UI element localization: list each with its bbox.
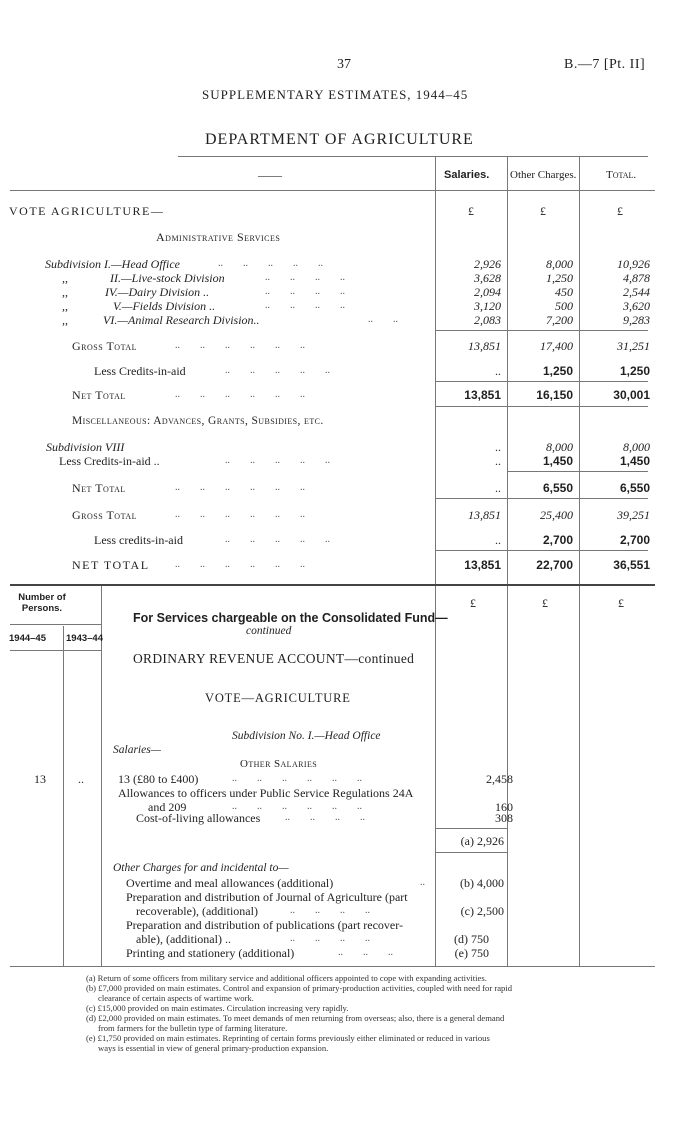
year-rule	[10, 650, 101, 651]
footnote-e-cont: ways is essential in view of general primary-production expansion.	[98, 1043, 329, 1053]
header-dash: ——	[258, 168, 282, 182]
sum-rule	[436, 381, 648, 382]
net-total-misc-other: 6,550	[542, 481, 573, 495]
currency-salaries: £	[468, 204, 474, 218]
leader-dots: .. .. .. ..	[265, 272, 345, 283]
leader-dots: .. .. ..	[338, 947, 393, 958]
gross-total-label: Gross Total	[72, 339, 137, 353]
subdivision-8-other: 8,000	[546, 440, 573, 454]
vote-title: VOTE AGRICULTURE—	[9, 204, 165, 218]
footnote-e: (e) £1,750 provided on main estimates. Reprinting of certain forms previously either eliminated or reduced in various	[86, 1033, 490, 1043]
gross-total-total: 31,251	[617, 339, 650, 353]
footnote-d: (d) £2,000 provided on main estimates. To meet demands of men returning from overseas; also, there is a general demand	[86, 1013, 505, 1023]
sum-rule	[436, 406, 648, 407]
less-credits-overall-other: 2,700	[542, 533, 573, 547]
subdivision-8-credits-salaries: ..	[495, 454, 501, 468]
salary-line-3-amount: 308	[495, 811, 513, 825]
less-credits-overall-salaries: ..	[495, 533, 501, 547]
subdivision-5-salaries: 3,120	[474, 299, 501, 313]
table-header-rule	[10, 190, 655, 191]
other-charge-3a: Preparation and distribution of publications (part recover-	[126, 918, 404, 932]
final-net-total-total: 36,551	[613, 558, 650, 572]
net-total-other: 16,150	[536, 388, 573, 402]
vote-agriculture-heading: VOTE—AGRICULTURE	[205, 691, 351, 705]
subdivision-8-total: 8,000	[623, 440, 650, 454]
subdivision-6-label: VI.—Animal Research Division..	[103, 313, 260, 327]
net-total-salaries: 13,851	[464, 388, 501, 402]
subdivision-head-office-heading: Subdivision No. I.—Head Office	[232, 730, 381, 742]
col-divider-2	[507, 156, 508, 584]
table-top-rule	[178, 156, 648, 157]
less-credits-overall-total: 2,700	[619, 533, 650, 547]
subtotal-rule-bottom	[436, 852, 507, 853]
leader-dots: .. .. .. .. .. ..	[232, 773, 362, 784]
less-credits-salaries: ..	[495, 364, 501, 378]
currency-other: £	[540, 204, 546, 218]
gross-total-salaries: 13,851	[468, 339, 501, 353]
section-divider	[10, 584, 655, 586]
table-bottom-rule	[10, 966, 655, 967]
persons-header	[12, 592, 72, 614]
less-credits-label: Less Credits-in-aid	[94, 364, 186, 378]
continued-label: continued	[246, 625, 292, 637]
subdivision-8-credits-other: 1,450	[542, 454, 573, 468]
leader-dots: .. .. .. .. .. ..	[232, 801, 362, 812]
subdivision-8-label: Subdivision VIII	[46, 440, 125, 454]
other-salaries-heading: Other Salaries	[240, 758, 318, 770]
footnote-b-cont: clearance of certain aspects of wartime work.	[98, 993, 254, 1003]
other-charge-1-amount: (b) 4,000	[460, 876, 504, 890]
salary-line-3: Cost-of-living allowances	[136, 811, 261, 825]
sum-rule	[436, 330, 648, 331]
department-title: DEPARTMENT OF AGRICULTURE	[205, 131, 474, 148]
salary-line-2-amount: 160	[495, 800, 513, 814]
ditto-mark: ,,	[62, 285, 68, 299]
salaries-subtotal: (a) 2,926	[460, 834, 504, 848]
subdivision-5-total: 3,620	[623, 299, 650, 313]
amount-col-divider-right	[579, 586, 580, 966]
ditto-mark: ,,	[62, 313, 68, 327]
net-total-misc-total: 6,550	[619, 481, 650, 495]
subdivision-1-label: Subdivision I.—Head Office	[45, 257, 180, 271]
other-charge-3b: able), (additional) ..	[136, 932, 231, 946]
subdivision-6-other: 7,200	[546, 313, 573, 327]
misc-heading: Miscellaneous: Advances, Grants, Subsidies, etc.	[72, 415, 324, 427]
footnote-b: (b) £7,000 provided on main estimates. Control and expansion of primary-production activities, coupled with need for rapid	[86, 983, 513, 993]
less-credits-overall-label: Less credits-in-aid	[94, 533, 183, 547]
footnote-c: (c) £15,000 provided on main estimates. Circulation increasing very rapidly.	[86, 1003, 349, 1013]
salaries-label: Salaries—	[113, 744, 161, 756]
subdivision-4-total: 2,544	[623, 285, 650, 299]
net-total-label: Net Total	[72, 388, 126, 402]
leader-dots: .. .. .. .. ..	[225, 534, 330, 545]
less-credits-other: 1,250	[542, 364, 573, 378]
leader-dots: .. .. .. .. ..	[225, 455, 330, 466]
gross-total-overall-salaries: 13,851	[468, 508, 501, 522]
currency-lower-1: £	[470, 596, 476, 610]
salaries-col-header: Salaries.	[444, 169, 490, 181]
subdivision-2-label: II.—Live-stock Division	[110, 271, 225, 285]
leader-dots: ..	[420, 877, 425, 888]
currency-lower-2: £	[542, 596, 548, 610]
leader-dots: .. .. .. .. .. ..	[175, 389, 305, 400]
subdivision-4-salaries: 2,094	[474, 285, 501, 299]
subdivision-2-other: 1,250	[546, 271, 573, 285]
persons-header-text: Number of Persons.	[18, 592, 66, 614]
subdivision-1-other: 8,000	[546, 257, 573, 271]
subdivision-6-total: 9,283	[623, 313, 650, 327]
other-charge-2b: recoverable), (additional)	[136, 904, 258, 918]
subtotal-rule	[436, 828, 507, 829]
col-divider-3	[579, 156, 580, 584]
other-charge-4-amount: (e) 750	[454, 946, 489, 960]
year-1944-45: 1944–45	[9, 633, 46, 644]
salary-line-1-amount: 2,458	[486, 772, 513, 786]
footnote-a: (a) Return of some officers from military service and additional officers appointed to cope with expanding activities.	[86, 973, 487, 983]
subdivision-2-salaries: 3,628	[474, 271, 501, 285]
other-charges-col-header: Other Charges.	[510, 169, 577, 181]
leader-dots: .. .. .. .. .. ..	[175, 482, 305, 493]
gross-total-overall-label: Gross Total	[72, 508, 137, 522]
net-total-misc-label: Net Total	[72, 481, 126, 495]
other-charge-2-amount: (c) 2,500	[460, 904, 504, 918]
gross-total-overall-other: 25,400	[540, 508, 573, 522]
subdivision-5-label: V.—Fields Division ..	[113, 299, 216, 313]
leader-dots: .. .. .. .. .. ..	[175, 340, 305, 351]
less-credits-total: 1,250	[619, 364, 650, 378]
gross-total-other: 17,400	[540, 339, 573, 353]
leader-dots: .. .. .. .. .. ..	[175, 509, 305, 520]
leader-dots: .. ..	[368, 314, 398, 325]
consolidated-fund-heading: For Services chargeable on the Consolidated Fund—	[133, 611, 448, 625]
ordinary-revenue-heading: ORDINARY REVENUE ACCOUNT—continued	[133, 651, 415, 666]
subdivision-5-other: 500	[555, 299, 573, 313]
persons-header-rule	[10, 624, 101, 625]
page-subtitle: SUPPLEMENTARY ESTIMATES, 1944–45	[202, 87, 469, 102]
footnote-d-cont: from farmers for the bulletin type of farming literature.	[98, 1023, 288, 1033]
admin-services-heading: Administrative Services	[156, 230, 281, 244]
leader-dots: .. .. .. .. ..	[218, 258, 323, 269]
subdivision-1-total: 10,926	[617, 257, 650, 271]
gross-total-overall-total: 39,251	[617, 508, 650, 522]
subdivision-1-salaries: 2,926	[474, 257, 501, 271]
subdivision-2-total: 4,878	[623, 271, 650, 285]
other-charge-3-amount: (d) 750	[454, 932, 489, 946]
persons-col-divider-left	[63, 626, 64, 966]
salary-line-2b: and 209	[148, 800, 187, 814]
subdivision-4-other: 450	[555, 285, 573, 299]
final-net-total-other: 22,700	[536, 558, 573, 572]
leader-dots: .. .. .. ..	[265, 286, 345, 297]
col-divider-1	[435, 156, 436, 584]
sum-rule	[436, 550, 648, 551]
subdivision-4-label: IV.—Dairy Division ..	[105, 285, 210, 299]
subdivision-8-credits-label: Less Credits-in-aid ..	[59, 454, 160, 468]
leader-dots: .. .. .. ..	[285, 812, 365, 823]
persons-count-1944: 13	[34, 772, 46, 786]
other-charge-2a: Preparation and distribution of Journal of Agriculture (part	[126, 890, 408, 904]
net-total-total: 30,001	[613, 388, 650, 402]
page-number: 37	[337, 57, 351, 72]
net-total-misc-salaries: ..	[495, 481, 501, 495]
sum-rule	[436, 498, 648, 499]
other-charges-label: Other Charges for and incidental to—	[113, 862, 289, 874]
ditto-mark: ,,	[62, 271, 68, 285]
subdivision-8-salaries: ..	[495, 440, 501, 454]
ditto-mark: ,,	[62, 299, 68, 313]
currency-lower-3: £	[618, 596, 624, 610]
subdivision-8-credits-total: 1,450	[619, 454, 650, 468]
persons-count-1943: ..	[78, 772, 84, 786]
leader-dots: .. .. .. ..	[290, 905, 370, 916]
final-net-total-salaries: 13,851	[464, 558, 501, 572]
leader-dots: .. .. .. .. ..	[225, 365, 330, 376]
currency-total: £	[617, 204, 623, 218]
salary-line-2a: Allowances to officers under Public Service Regulations 24A	[118, 786, 414, 800]
leader-dots: .. .. .. ..	[290, 933, 370, 944]
amount-col-divider-left	[435, 586, 436, 966]
subdivision-6-salaries: 2,083	[474, 313, 501, 327]
salary-line-1: 13 (£80 to £400)	[118, 772, 199, 786]
other-charge-1: Overtime and meal allowances (additional)	[126, 876, 334, 890]
sum-rule	[507, 471, 648, 472]
other-charge-4: Printing and stationery (additional)	[126, 946, 295, 960]
total-col-header: Total.	[606, 169, 637, 181]
year-1943-44: 1943–44	[66, 633, 103, 644]
final-net-total-label: NET TOTAL	[72, 558, 150, 572]
leader-dots: .. .. .. .. .. ..	[175, 559, 305, 570]
leader-dots: .. .. .. ..	[265, 300, 345, 311]
document-reference: B.—7 [Pt. II]	[564, 57, 646, 72]
